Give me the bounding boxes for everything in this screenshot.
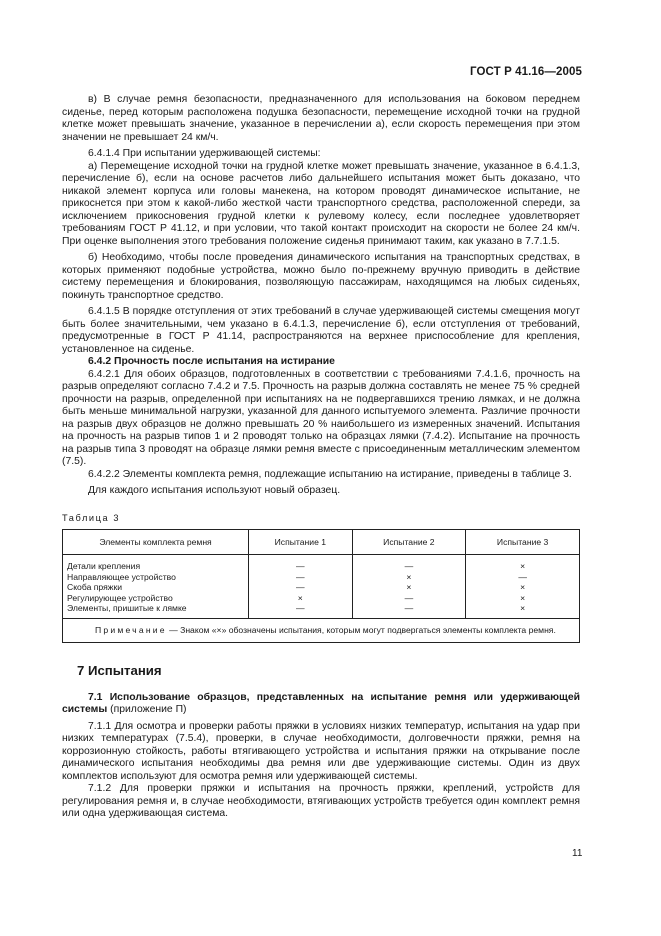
abrasion-test-table	[62, 529, 580, 643]
table-header-cell: Испытание 3	[466, 530, 580, 555]
paragraph: а) Перемещение исходной точки на грудной клетке может превышать значение, указанное в 6.4.1.3, перечисление б), если на основе расчетов либо дальнейшего испытания может быть доказано, что никакой элемент корпуса или головы манекена, на котором проводят динамическое испытание, не прикоснется при этом к какой-либо жесткой части транспортного средства, расположенной спереди, за исключением прикосновения грудной клетки к рулевому колесу, если последнее удовлетворяет требованиям ГОСТ Р 41.12, и при условии, что такой контакт происходит на скорости не более 24 км/ч. При оценке выполнения этого требования положение сиденья принимают таким, как указано в 7.7.1.5.	[62, 160, 580, 247]
table-note-label: Примечание	[95, 624, 167, 635]
table-cell: ×	[466, 603, 580, 618]
table-header-row	[63, 530, 580, 555]
table-row	[63, 603, 580, 618]
table-cell: Элементы, пришитые к лямке	[67, 603, 187, 614]
subsection-heading: 6.4.2 Прочность после испытания на истирание	[88, 356, 335, 367]
paragraph: 6.4.1.4 При испытании удерживающей системы:	[88, 148, 321, 159]
table-caption: Таблица 3	[62, 512, 121, 523]
table-cell: —	[249, 582, 352, 593]
table-cell: Направляющее устройство	[67, 571, 176, 582]
table-cell: ×	[466, 582, 580, 593]
paragraph	[62, 692, 580, 717]
table-row	[63, 555, 580, 572]
table-cell: Регулирующее устройство	[67, 592, 173, 603]
table-header-cell: Элементы комплекта ремня	[63, 530, 249, 555]
table-row	[63, 582, 580, 593]
paragraph: 6.4.2.1 Для обоих образцов, подготовленных в соответствии с требованиями 7.4.1.6, прочность на разрыв определяют согласно 7.4.2 и 7.5. Прочность на разрыв должна составлять не менее 75 % средней прочности на разрыв, определенной при испытаниях на не подвергавшихся трению лямках, и не должна быть меньше минимальной нагрузки, указанной для данного испытуемого элемента. Различие прочности на разрыв двух образцов не должно превышать 20 % наибольшего из измеренных значений. Испытания на прочность на разрыв типов 1 и 2 проводят только на образцах лямки (7.4.2). Испытание на прочность на разрыв типа 3 проводят на образце лямки ремня вместе с присоединенным металлическим элементом (7.5).	[62, 368, 580, 467]
subsection-title: 7.1 Использование образцов, представленных на испытание ремня или удерживающей системы	[62, 691, 580, 716]
table-cell: —	[352, 593, 466, 604]
table-cell: —	[249, 555, 352, 572]
table-cell: Детали крепления	[67, 561, 141, 571]
table-cell: —	[352, 603, 466, 618]
paragraph: б) Необходимо, чтобы после проведения динамического испытания на транспортных средствах, в которых применяют подобные устройства, можно было по-прежнему вручную приводить в действие систему перемещения и блокирования, позволяющую пассажирам, находящимся на любых сиденьях, покинуть транспортное средство.	[62, 252, 580, 301]
subsection-title-suffix: (приложение П)	[107, 704, 187, 716]
table-row	[63, 572, 580, 583]
table-cell: ×	[466, 593, 580, 604]
table-cell: ×	[352, 582, 466, 593]
paragraph: 7.1.1 Для осмотра и проверки работы пряжки в условиях низких температур, испытания на удар при низких температурах (7.5.4), проверки, в случае необходимости, долговечности пряжки, ремня на коррозионную стойкость, работы втягивающего устройства и испытания пряжки на открывание после динамического испытания необходимы два ремня или две удерживающие системы. Один из двух комплектов используют для осмотра ремня или удерживающей системы.	[62, 720, 580, 782]
table-cell: —	[466, 572, 580, 583]
table-cell: ×	[466, 555, 580, 572]
paragraph: 7.1.2 Для проверки пряжки и испытания на прочность пряжки, креплений, устройств для регулирования ремня и, в случае необходимости, втягивающих устройств требуется один комплект ремня или одна удерживающая система.	[62, 783, 580, 820]
table-header-cell: Испытание 1	[249, 530, 352, 555]
table-cell: —	[249, 572, 352, 583]
paragraph: в) В случае ремня безопасности, предназначенного для использования на боковом переднем сиденье, перед которым расположена подушка безопасности, перемещение исходной точки на грудной клетке может превышать значение, указанное в перечислении а), если скорость перемещения при этом значении не превышает 24 км/ч.	[62, 94, 580, 143]
page-number: 11	[572, 848, 583, 859]
table-note-row	[63, 618, 580, 642]
document-id-header: ГОСТ Р 41.16—2005	[470, 66, 582, 78]
table-header-cell: Испытание 2	[352, 530, 466, 555]
paragraph: 6.4.1.5 В порядке отступления от этих требований в случае удерживающей системы смещения могут быть более значительными, чем указано в 6.4.1.3, перечисление б), если отступления от требований, предусмотренные в ГОСТ Р 41.14, распространяются на верхнее приспособление для крепления, установленное на сиденье.	[62, 306, 580, 355]
table-note-text: — Знаком «×» обозначены испытания, которым могут подвергаться элементы комплекта ремня.	[169, 624, 556, 635]
paragraph: 6.4.2.2 Элементы комплекта ремня, подлежащие испытанию на истирание, приведены в таблице 3.	[88, 468, 572, 480]
table-cell: ×	[352, 572, 466, 583]
table-row	[63, 593, 580, 604]
table-cell: —	[352, 555, 466, 572]
table-note	[63, 618, 580, 642]
section-heading: 7 Испытания	[77, 663, 162, 679]
paragraph: Для каждого испытания используют новый образец.	[88, 485, 341, 496]
page-content	[62, 94, 580, 821]
table-cell: Скоба пряжки	[67, 582, 123, 593]
table-cell: ×	[249, 593, 352, 604]
table-cell: —	[249, 603, 352, 618]
